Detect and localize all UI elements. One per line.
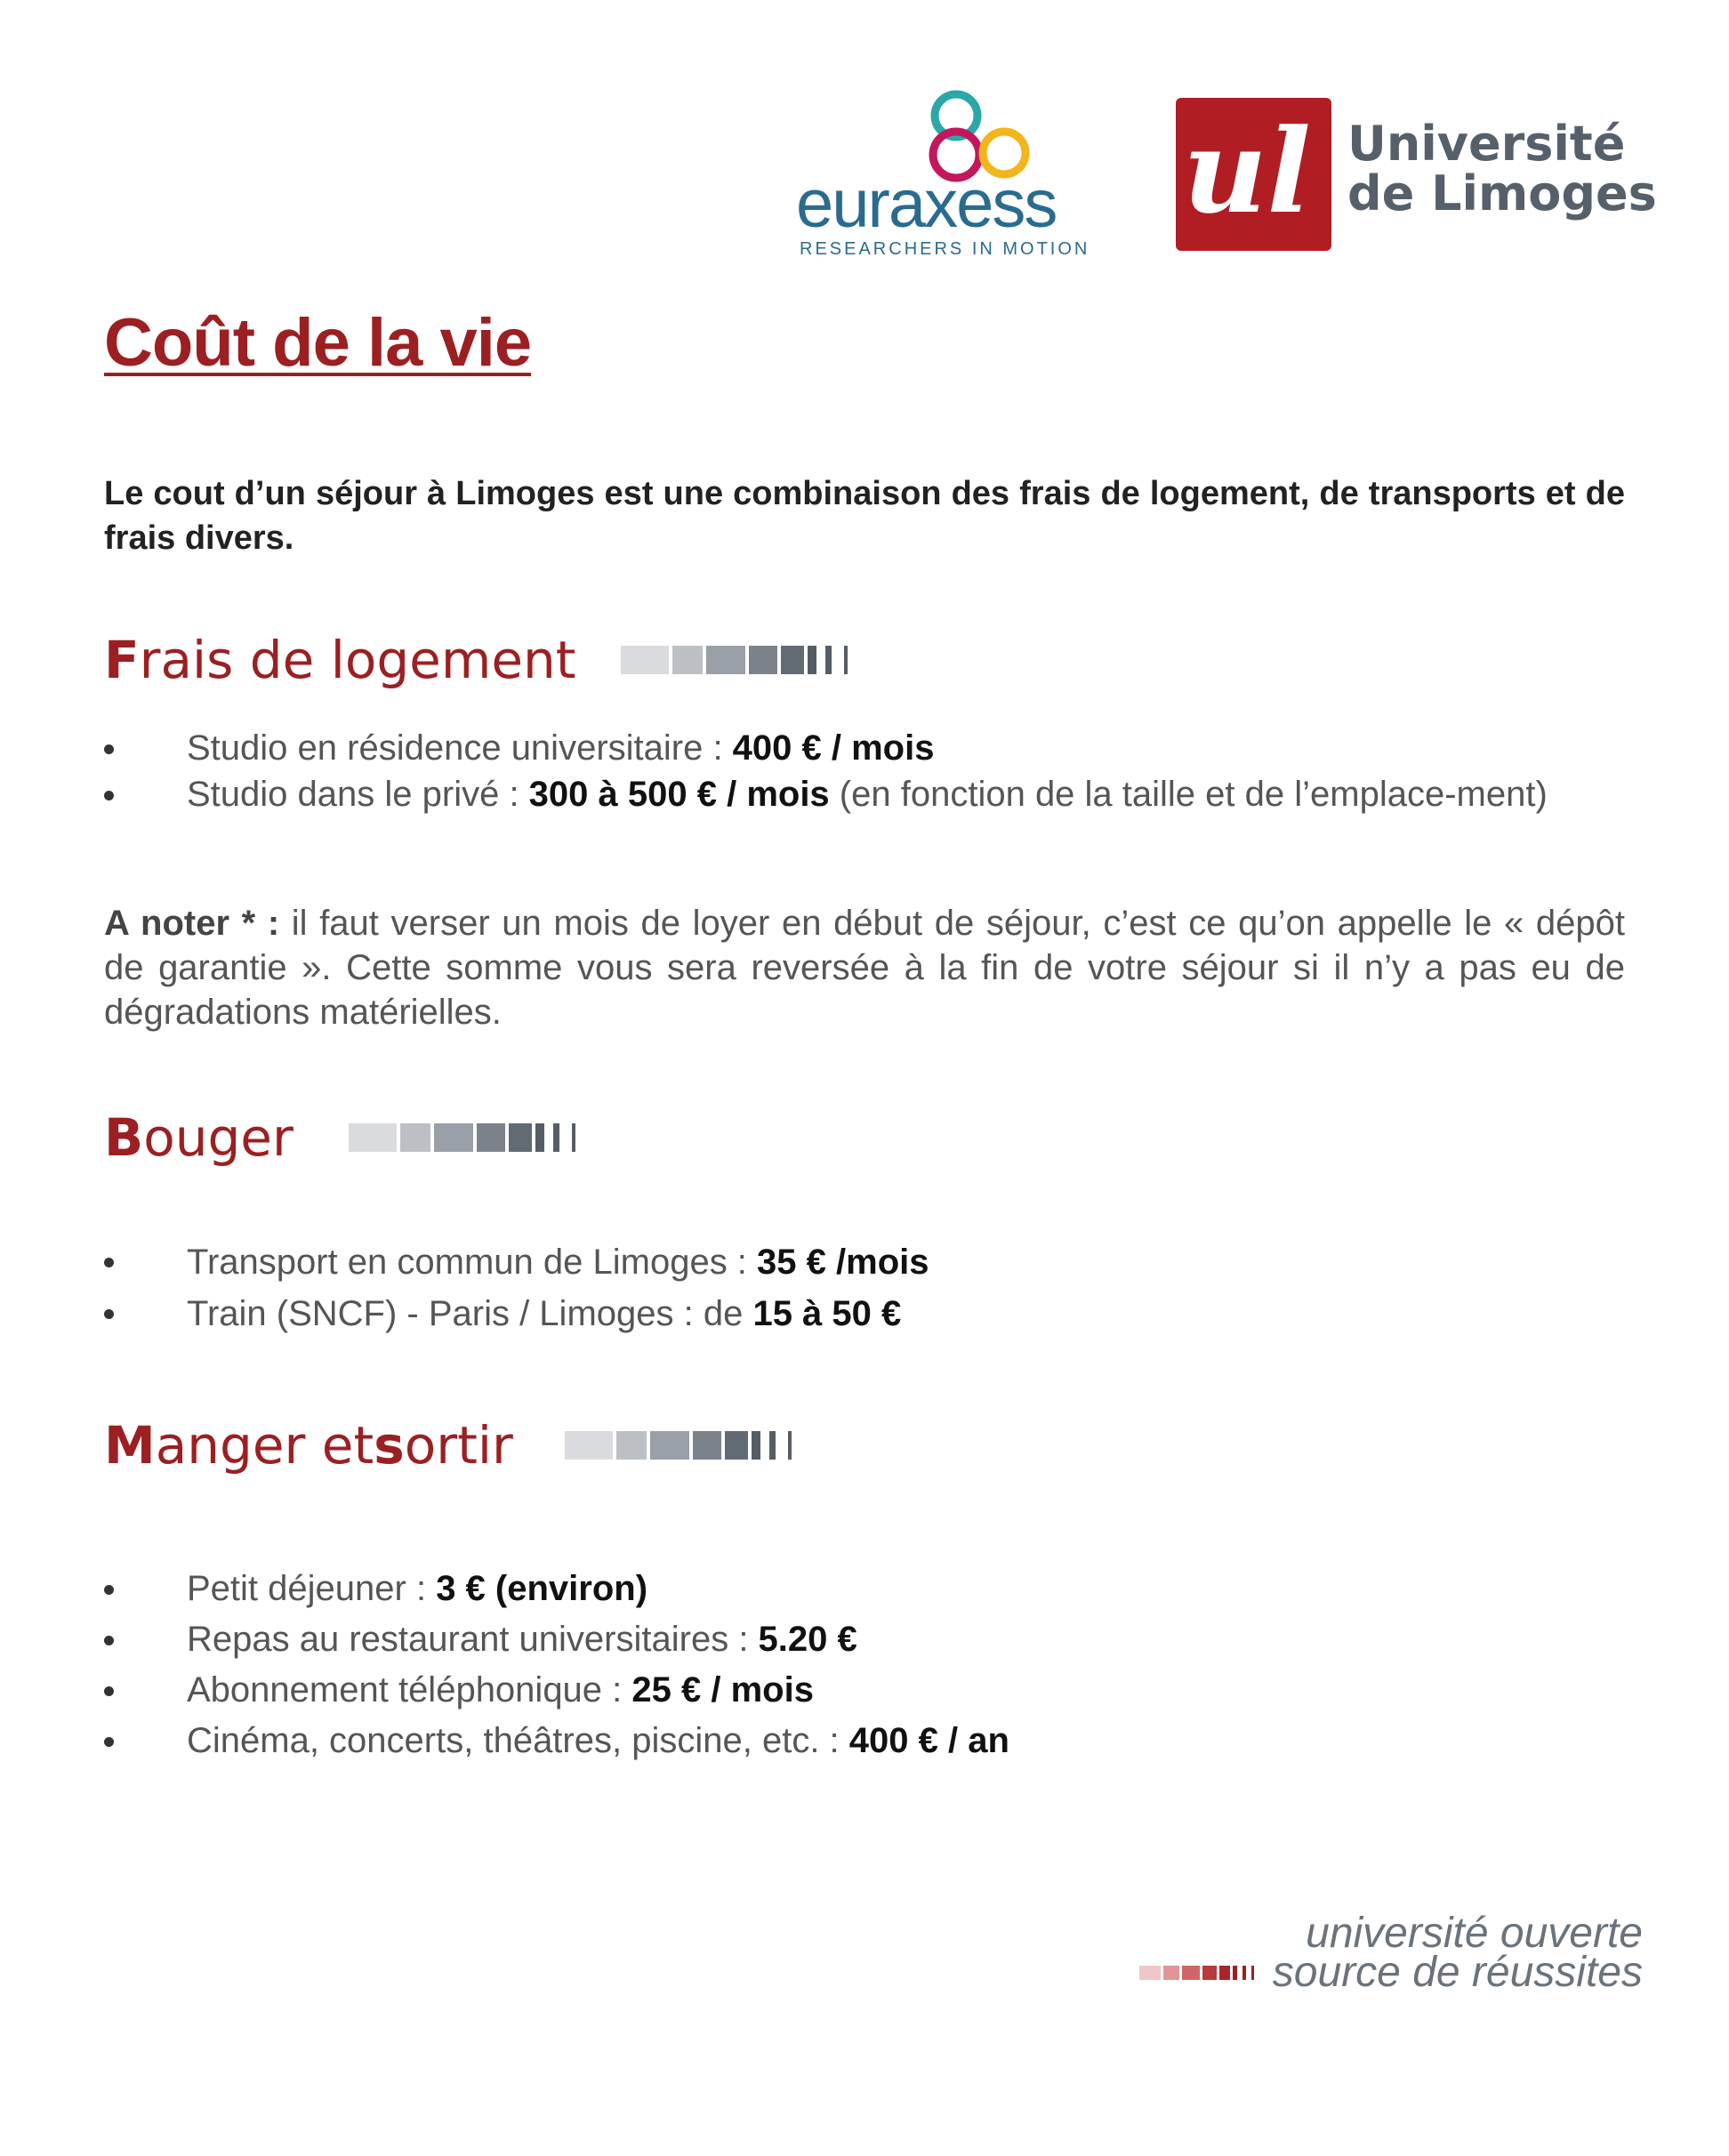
note-label: A noter * : <box>104 904 280 943</box>
heading-text: anger et <box>155 1415 374 1476</box>
heading-cap: M <box>104 1415 156 1476</box>
list-item <box>104 1564 1625 1614</box>
housing-list <box>104 725 1625 817</box>
decorative-bars-icon <box>621 646 851 674</box>
list-item <box>104 1236 1625 1288</box>
decorative-bars-icon <box>349 1123 579 1152</box>
slogan-line2: source de réussites <box>1272 1949 1643 1996</box>
list-item <box>104 1614 1625 1665</box>
decorative-bars-icon <box>565 1431 795 1460</box>
deposit-note <box>104 901 1625 1034</box>
food-list <box>104 1564 1625 1766</box>
item-label: Train (SNCF) - Paris / Limoges : de <box>187 1294 753 1333</box>
ul-name-line1: Université <box>1347 116 1626 172</box>
ul-monogram: ul <box>1183 103 1311 239</box>
note-text: il faut verser un mois de loyer en début de séjour, c’est ce qu’on appelle le « dépôt de garantie ». Cette somme vous sera reversée à la fin de votre séjour si il n’y a pas eu de dégradations matérielles. <box>104 904 1625 1032</box>
page-title: Coût de la vie <box>104 305 532 381</box>
list-item <box>104 1288 1625 1339</box>
intro-paragraph: Le cout d’un séjour à Limoges est une combinaison des frais de logement, de transports et de frais divers. <box>104 475 1625 557</box>
section-heading-transport <box>104 1107 579 1168</box>
item-value: 5.20 € <box>758 1620 857 1659</box>
item-note: (en fonction de la taille et de l’emplace-ment) <box>829 775 1548 814</box>
list-item <box>104 725 1625 771</box>
euraxess-tagline: RESEARCHERS IN MOTION <box>800 239 1090 259</box>
heading-cap: F <box>104 630 140 690</box>
item-label: Abonnement téléphonique : <box>187 1670 632 1710</box>
list-item <box>104 1716 1625 1766</box>
slogan-bars-icon <box>1139 1966 1257 1980</box>
item-label: Cinéma, concerts, théâtres, piscine, etc. : <box>187 1721 849 1760</box>
item-value: 15 à 50 € <box>752 1294 902 1333</box>
item-value: 3 € (environ) <box>436 1569 648 1608</box>
heading-text: ortir <box>404 1415 513 1476</box>
heading-cap: B <box>104 1107 144 1168</box>
heading-cap: s <box>374 1415 405 1476</box>
universite-limoges-logo-icon <box>1176 98 1331 251</box>
item-value: 400 € / an <box>848 1721 1009 1760</box>
item-label: Studio dans le privé : <box>187 775 529 814</box>
heading-text: ouger <box>143 1107 294 1168</box>
footer-slogan <box>1139 1910 1643 1996</box>
list-item <box>104 771 1625 817</box>
list-item <box>104 1665 1625 1716</box>
item-label: Petit déjeuner : <box>187 1569 437 1608</box>
section-heading-food <box>104 1415 795 1476</box>
item-label: Transport en commun de Limoges : <box>187 1243 758 1282</box>
ul-name-line2: de Limoges <box>1347 165 1657 221</box>
item-label: Repas au restaurant universitaires : <box>187 1620 759 1659</box>
item-value: 25 € / mois <box>631 1670 814 1710</box>
universite-limoges-wordmark <box>1347 116 1657 221</box>
item-value: 300 à 500 € / mois <box>528 775 830 814</box>
section-heading-housing <box>104 630 851 690</box>
heading-text: rais de logement <box>139 630 576 690</box>
item-value: 35 € /mois <box>757 1243 929 1282</box>
euraxess-logo <box>796 89 1143 267</box>
item-label: Studio en résidence universitaire : <box>187 728 733 768</box>
item-value: 400 € / mois <box>732 728 935 768</box>
transport-list <box>104 1236 1625 1339</box>
slogan-line1: université ouverte <box>1306 1910 1643 1957</box>
slogan-line2-row <box>1139 1949 1643 1996</box>
euraxess-wordmark: euraxess <box>796 166 1057 242</box>
